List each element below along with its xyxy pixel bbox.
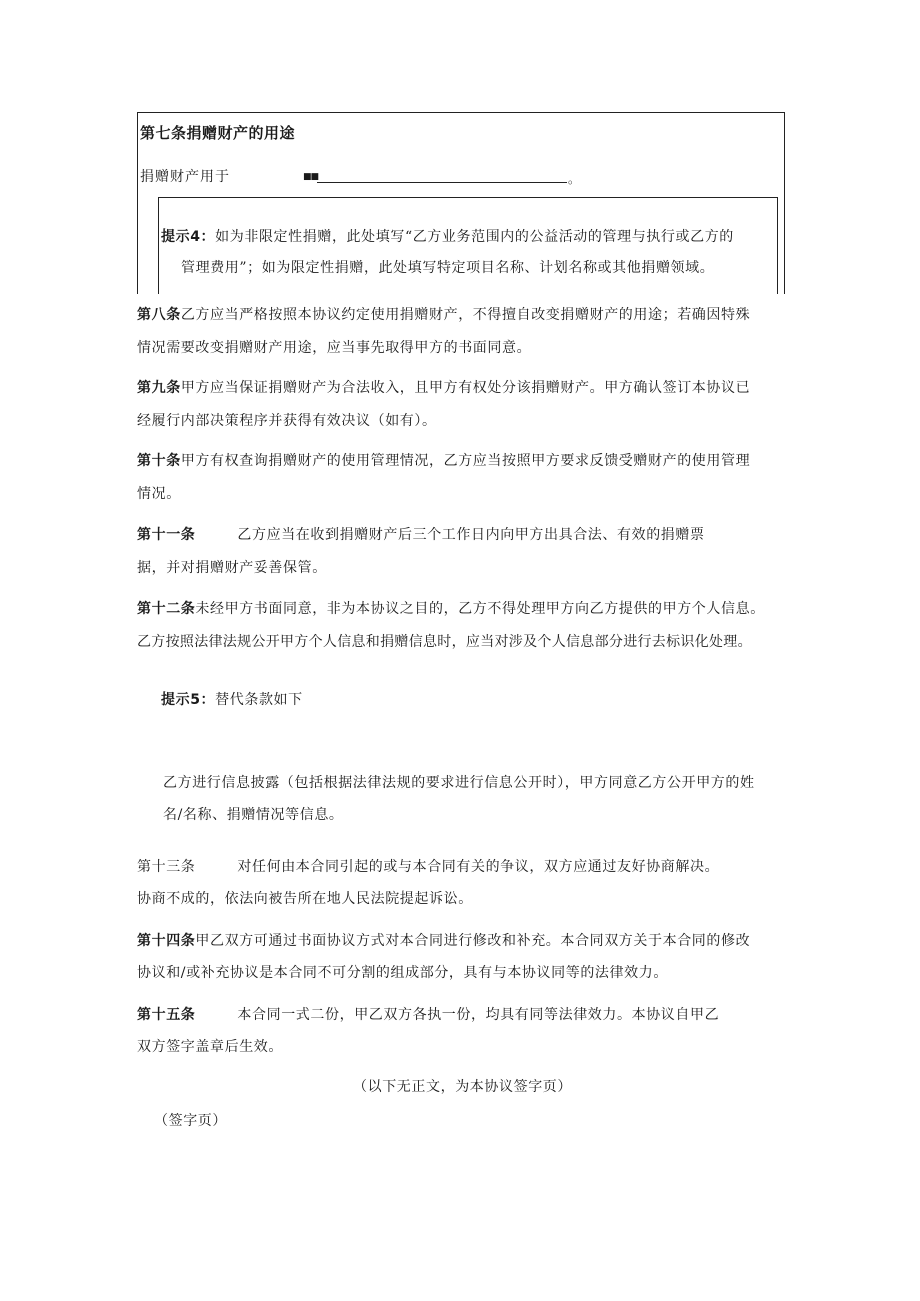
article11-label: 第十一条 bbox=[137, 527, 196, 543]
article15-line2: 双方签字盖章后生效。 bbox=[137, 1039, 283, 1055]
donation-use-label: 捐赠财产用于 bbox=[140, 169, 230, 185]
article8-label: 第八条 bbox=[137, 307, 181, 323]
article13-line2: 协商不成的，依法向被告所在地人民法院提起诉讼。 bbox=[137, 891, 473, 907]
donation-use-mark: ■■ bbox=[303, 172, 319, 182]
article7-title: 第七条捐赠财产的用途 bbox=[140, 124, 296, 142]
article10-line1: 第十条甲方有权查询捐赠财产的使用管理情况，乙方应当按照甲方要求反馈受赠财产的使用管理 bbox=[137, 453, 751, 469]
article14-line2: 协议和/或补充协议是本合同不可分割的组成部分，具有与本协议同等的法律效力。 bbox=[137, 965, 668, 981]
article8-line2: 情况需要改变捐赠财产用途，应当事先取得甲方的书面同意。 bbox=[137, 340, 532, 356]
alt-clause-line2: 名/名称、捐赠情况等信息。 bbox=[163, 807, 344, 823]
article12-line1: 第十二条未经甲方书面同意，非为本协议之目的，乙方不得处理甲方向乙方提供的甲方个人信息。 bbox=[137, 601, 765, 617]
article10-line2: 情况。 bbox=[137, 486, 181, 502]
tip5-label: 提示5： bbox=[161, 692, 216, 708]
tip5: 提示5：替代条款如下 bbox=[161, 692, 303, 708]
donation-use-period: 。 bbox=[568, 172, 581, 186]
article10-label: 第十条 bbox=[137, 453, 181, 469]
article15-label: 第十五条 bbox=[137, 1007, 196, 1023]
article11-line1: 第十一条 乙方应当在收到捐赠财产后三个工作日内向甲方出具合法、有效的捐赠票 bbox=[137, 527, 705, 543]
signature-page-label: （签字页） bbox=[154, 1113, 227, 1129]
article9-line1: 第九条甲方应当保证捐赠财产为合法收入，且甲方有权处分该捐赠财产。甲方确认签订本协议已 bbox=[137, 380, 751, 396]
article11-line2: 据，并对捐赠财产妥善保管。 bbox=[137, 560, 327, 576]
article14-label: 第十四条 bbox=[137, 933, 196, 949]
article9-label: 第九条 bbox=[137, 380, 181, 396]
tip4-label: 提示4： bbox=[161, 229, 216, 245]
article14-line1: 第十四条甲乙双方可通过书面协议方式对本合同进行修改和补充。本合同双方关于本合同的修改 bbox=[137, 933, 751, 949]
article8-line1: 第八条乙方应当严格按照本协议约定使用捐赠财产，不得擅自改变捐赠财产的用途；若确因特殊 bbox=[137, 307, 751, 323]
tip4-line1: 提示4：如为非限定性捐赠，此处填写“乙方业务范围内的公益活动的管理与执行或乙方的 bbox=[161, 229, 734, 245]
article15-line1: 第十五条 本合同一式二份，甲乙双方各执一份，均具有同等法律效力。本协议自甲乙 bbox=[137, 1007, 720, 1023]
article13-line1: 第十三条 对任何由本合同引起的或与本合同有关的争议，双方应通过友好协商解决。 bbox=[137, 859, 720, 875]
alt-clause-line1: 乙方进行信息披露（包括根据法律法规的要求进行信息公开时），甲方同意乙方公开甲方的姓 bbox=[163, 775, 755, 791]
article12-label: 第十二条 bbox=[137, 601, 196, 617]
end-note: （以下无正文，为本协议签字页） bbox=[353, 1079, 572, 1095]
article12-line2: 乙方按照法律法规公开甲方个人信息和捐赠信息时，应当对涉及个人信息部分进行去标识化处理。 bbox=[137, 634, 752, 650]
tip4-line2: 管理费用”；如为限定性捐赠，此处填写特定项目名称、计划名称或其他捐赠领域。 bbox=[181, 260, 715, 276]
article9-line2: 经履行内部决策程序并获得有效决议（如有）。 bbox=[137, 413, 437, 429]
donation-use-blank[interactable] bbox=[317, 182, 567, 183]
article13-label: 第十三条 bbox=[137, 859, 196, 875]
